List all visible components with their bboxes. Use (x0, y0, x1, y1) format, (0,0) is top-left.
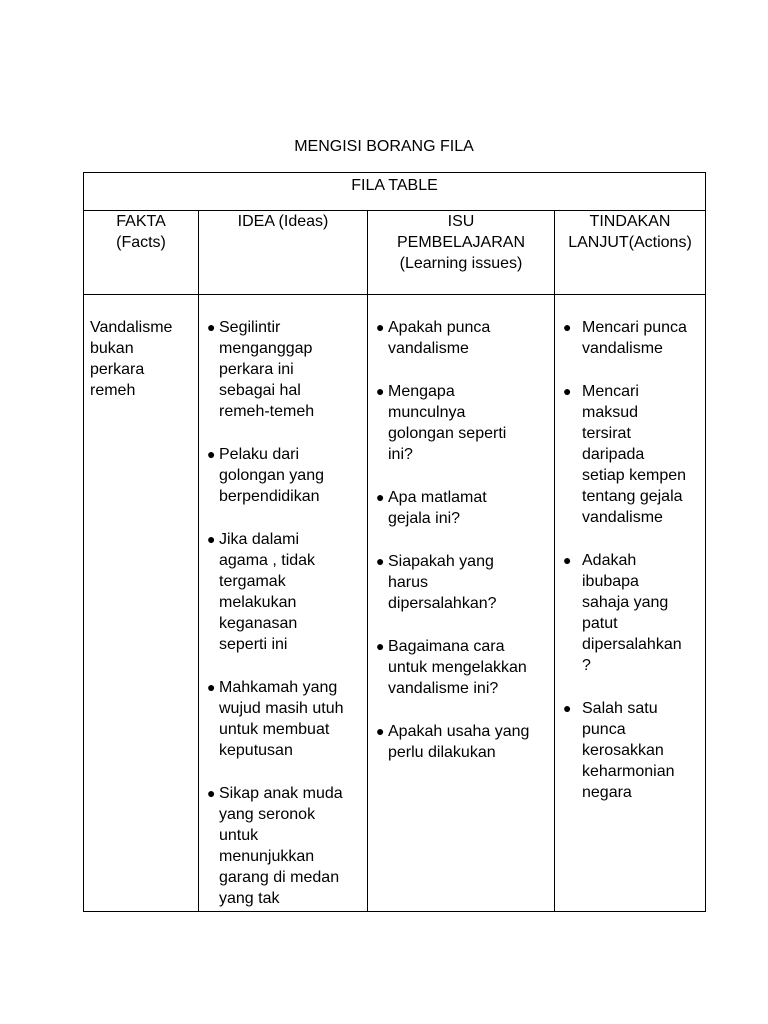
header-fakta (84, 211, 198, 295)
bullet-icon: ● (376, 723, 385, 739)
column-fakta (84, 211, 198, 911)
list-item (376, 317, 550, 359)
list-item (376, 487, 550, 529)
list-item-text: Pelaku dari golongan yang berpendidikan (219, 446, 324, 505)
fila-table (83, 172, 706, 912)
list-item-text: Salah satu punca kerosakkan keharmonian negara (582, 700, 675, 801)
list-item (207, 444, 363, 507)
list-item-text: Jika dalami agama , tidak tergamak melakukan keganasan seperti ini (219, 531, 316, 653)
table-title: FILA TABLE (84, 173, 705, 211)
list-item-text: Adakah ibubapa sahaja yang patut dipersalahkan ? (582, 552, 682, 674)
column-idea (198, 211, 367, 911)
column-tindakan (554, 211, 705, 911)
list-item-text: Siapakah yang harus dipersalahkan? (388, 553, 497, 612)
bullet-icon: ● (207, 531, 216, 547)
list-item (207, 783, 363, 909)
list-item-text: Bagaimana cara untuk mengelakkan vandalisme ini? (388, 638, 527, 697)
bullet-icon: ● (207, 446, 216, 462)
header-text: FAKTA (Facts) (116, 213, 166, 251)
idea-list (199, 317, 367, 909)
bullet-icon: ● (376, 638, 385, 654)
tindakan-list (555, 317, 705, 803)
bullet-icon: ● (207, 785, 216, 801)
header-isu (368, 211, 554, 295)
list-item (207, 317, 363, 422)
header-tindakan (555, 211, 705, 295)
list-item (376, 381, 550, 465)
bullet-icon: ● (563, 700, 572, 716)
bullet-icon: ● (376, 489, 385, 505)
list-item (563, 317, 701, 359)
header-text: TINDAKAN LANJUT(Actions) (568, 213, 692, 251)
list-item-text: Mencari punca vandalisme (582, 319, 687, 357)
list-item (376, 551, 550, 614)
list-item-text: Sikap anak muda yang seronok untuk menunjukkan garang di medan yang tak (219, 785, 343, 907)
fact-text: Vandalisme bukan perkara remeh (90, 319, 173, 399)
header-idea (199, 211, 367, 295)
bullet-icon: ● (207, 679, 216, 695)
header-text: IDEA (Ideas) (237, 213, 329, 230)
bullet-icon: ● (563, 319, 572, 335)
bullet-icon: ● (376, 553, 385, 569)
bullet-icon: ● (376, 383, 385, 399)
bullet-icon: ● (376, 319, 385, 335)
list-item-text: Apa matlamat gejala ini? (388, 489, 487, 527)
bullet-icon: ● (207, 319, 216, 335)
list-item (376, 721, 550, 763)
column-isu (367, 211, 554, 911)
list-item-text: Segilintir menganggap perkara ini sebagai hal remeh-temeh (219, 319, 315, 420)
list-item-text: Mencari maksud tersirat daripada setiap kempen tentang gejala vandalisme (582, 383, 687, 526)
list-item-text: Apakah punca vandalisme (388, 319, 491, 357)
list-item (207, 677, 363, 761)
list-item (563, 550, 701, 676)
bullet-icon: ● (563, 552, 572, 568)
document-title: MENGISI BORANG FILA (294, 138, 474, 155)
list-item-text: Mahkamah yang wujud masih utuh untuk membuat keputusan (219, 679, 344, 759)
list-item-text: Apakah usaha yang perlu dilakukan (388, 723, 530, 761)
list-item-text: Mengapa munculnya golongan seperti ini? (388, 383, 507, 463)
list-item (563, 698, 701, 803)
isu-list (368, 317, 554, 763)
bullet-icon: ● (563, 383, 572, 399)
list-item (376, 636, 550, 699)
header-text: ISU PEMBELAJARAN (Learning issues) (396, 213, 526, 272)
list-item (563, 381, 701, 528)
list-item (207, 529, 363, 655)
